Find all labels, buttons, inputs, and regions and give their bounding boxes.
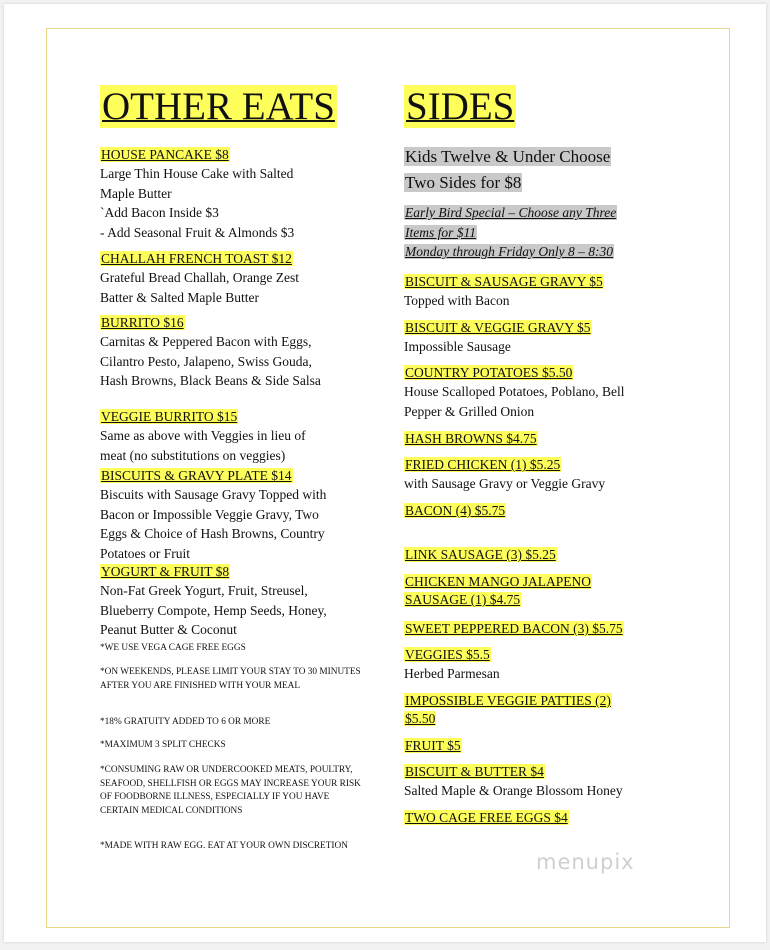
item-description: House Scalloped Potatoes, Poblano, Bell: [404, 384, 625, 399]
side-item: [404, 364, 684, 421]
item-description: `Add Bacon Inside $3: [100, 205, 219, 220]
menu-item: [100, 467, 380, 563]
side-item: [404, 319, 684, 357]
item-description: Bacon or Impossible Veggie Gravy, Two: [100, 506, 319, 522]
menu-item: [100, 408, 380, 465]
item-title: FRIED CHICKEN (1) $5.25: [405, 457, 561, 472]
menu-note: *ON WEEKENDS, PLEASE LIMIT YOUR STAY TO 30 MINUTES AFTER YOU ARE FINISHED WITH YOUR MEAL: [100, 667, 361, 691]
item-description: Batter & Salted Maple Butter: [100, 289, 259, 305]
item-title: BURRITO $16: [101, 315, 184, 330]
item-title: CHALLAH FRENCH TOAST $12: [101, 251, 292, 266]
menu-note: *18% GRATUITY ADDED TO 6 OR MORE: [100, 717, 271, 727]
item-description: Non-Fat Greek Yogurt, Fruit, Streusel,: [100, 583, 308, 598]
item-title: CHICKEN MANGO JALAPENO: [405, 574, 592, 589]
item-title: HASH BROWNS $4.75: [405, 431, 537, 446]
side-item: [404, 692, 684, 728]
item-title: YOGURT & FRUIT $8: [101, 564, 230, 579]
item-description: Peanut Butter & Coconut: [100, 622, 237, 637]
side-item: [404, 546, 684, 564]
side-item: [404, 273, 684, 311]
item-description: Eggs & Choice of Hash Browns, Country: [100, 526, 325, 541]
item-title: SWEET PEPPERED BACON (3) $5.75: [405, 621, 623, 636]
early-bird-special: Early Bird Special – Choose any Three Items for $11 Monday through Friday Only 8 – 8:30: [405, 205, 617, 259]
item-description: Biscuits with Sausage Gravy Topped with: [100, 487, 327, 502]
menu-item: [100, 250, 380, 307]
menu-item: [100, 146, 380, 242]
item-title: LINK SAUSAGE (3) $5.25: [405, 547, 556, 562]
item-description: Carnitas & Peppered Bacon with Eggs,: [100, 334, 312, 349]
menu-item: [100, 563, 380, 640]
item-description: Cilantro Pesto, Jalapeno, Swiss Gouda,: [100, 353, 312, 369]
side-item: [404, 430, 684, 448]
item-title: BACON (4) $5.75: [405, 503, 506, 518]
side-item: [404, 737, 684, 755]
item-title: $5.50: [405, 711, 436, 726]
menu-note: *CONSUMING RAW OR UNDERCOOKED MEATS, POULTRY, SEAFOOD, SHELLFISH OR EGGS MAY INCREASE YOUR RISK OF FOODBORNE ILLNESS, ESPECIALLY IF YOU HAVE CERTAIN MEDICAL CONDITIONS: [100, 765, 361, 816]
item-title: IMPOSSIBLE VEGGIE PATTIES (2): [405, 693, 611, 708]
item-description: Salted Maple & Orange Blossom Honey: [404, 783, 623, 798]
item-description: Blueberry Compote, Hemp Seeds, Honey,: [100, 602, 327, 618]
side-item: [404, 809, 684, 827]
menupix-watermark: menupix: [536, 850, 635, 874]
side-item: [404, 456, 684, 494]
item-description: Impossible Sausage: [404, 339, 511, 354]
item-title: BISCUIT & SAUSAGE GRAVY $5: [405, 274, 603, 289]
item-title: SAUSAGE (1) $4.75: [405, 592, 521, 607]
item-description: meat (no substitutions on veggies): [100, 447, 286, 463]
item-description: with Sausage Gravy or Veggie Gravy: [404, 476, 606, 491]
menu-note: *MAXIMUM 3 SPLIT CHECKS: [100, 740, 226, 750]
item-description: Hash Browns, Black Beans & Side Salsa: [100, 373, 321, 388]
item-title: COUNTRY POTATOES $5.50: [405, 365, 573, 380]
item-title: BISCUIT & BUTTER $4: [405, 764, 544, 779]
kids-special: Kids Twelve & Under Choose Two Sides for $8: [405, 147, 611, 192]
item-title: VEGGIE BURRITO $15: [101, 409, 238, 424]
sides-heading: SIDES: [406, 85, 515, 128]
item-description: Pepper & Grilled Onion: [404, 403, 535, 419]
side-item: [404, 620, 684, 638]
item-title: FRUIT $5: [405, 738, 461, 753]
other-eats-heading: OTHER EATS: [102, 85, 335, 128]
item-description: Potatoes or Fruit: [100, 545, 190, 561]
item-description: Same as above with Veggies in lieu of: [100, 428, 306, 443]
item-title: BISCUITS & GRAVY PLATE $14: [101, 468, 292, 483]
item-description: Maple Butter: [100, 185, 172, 201]
side-item: [404, 646, 684, 684]
menu-note: *MADE WITH RAW EGG. EAT AT YOUR OWN DISCRETION: [100, 841, 348, 851]
item-description: Grateful Bread Challah, Orange Zest: [100, 270, 300, 285]
item-title: BISCUIT & VEGGIE GRAVY $5: [405, 320, 591, 335]
item-description: - Add Seasonal Fruit & Almonds $3: [100, 224, 295, 240]
item-description: Large Thin House Cake with Salted: [100, 166, 294, 181]
menu-item: [100, 314, 380, 391]
item-description: Herbed Parmesan: [404, 666, 500, 681]
side-item: [404, 573, 684, 609]
item-title: VEGGIES $5.5: [405, 647, 490, 662]
item-description: Topped with Bacon: [404, 293, 510, 308]
menu-note: *WE USE VEGA CAGE FREE EGGS: [100, 643, 246, 653]
side-item: [404, 502, 684, 520]
side-item: [404, 763, 684, 801]
item-title: HOUSE PANCAKE $8: [101, 147, 229, 162]
item-title: TWO CAGE FREE EGGS $4: [405, 810, 568, 825]
